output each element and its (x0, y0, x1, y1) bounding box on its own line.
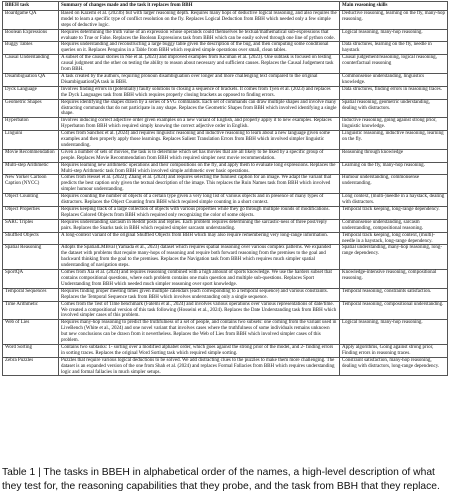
summary-cell: A task created by the authors, requiring pronoun disambiguation over longer and more challenging text compared to the original DisambiguationQA task in BBH. (59, 73, 340, 86)
table-row (3, 86, 448, 99)
skills-cell: Spatial understanding, many-hop reasoning, long-range dependency. (340, 245, 448, 270)
table-row (3, 42, 448, 55)
summary-cell: Requires many-hop reasoning to predict the truthfulness of a set of people, and contains two subsets: one coming from the variant used in LiveBench (White et al., 2024) and one novel variant that involves cases where the truthfulness of some individuals remains unknown but new conclusions can be drawn from it nevertheless. Replaces the Web of Lies from BBH which involved simpler cases of this problem. (59, 320, 340, 345)
task-name-cell: Word Sorting (3, 344, 59, 357)
table-row (3, 270, 448, 289)
task-name-cell: SportQA (3, 270, 59, 289)
summary-cell: Requires finding proper meeting times given multiple calendars (each corresponding to a temporal sequence) and various constraints. Replaces the Temporal Sequence task from BBH which involves understanding only a single sequence. (59, 288, 340, 301)
skills-cell: Long context, (multi-)needle in a haystack, dealing with distractors. (340, 194, 448, 207)
summary-cell: Comes from Sánchez et al. (2024) and requires linguistic reasoning and inductive reasoning to learn about a new language given some examples and then properly apply those learnings. Replaces Salient Translation Errors from BBH which involved simpler linguistic understanding. (59, 131, 340, 150)
skills-cell: Logical reasoning, many-hop reasoning. (340, 320, 448, 345)
task-name-cell: Temporal Sequences (3, 288, 59, 301)
skills-cell: Deductive reasoning, learning on the fly, many-hop reasoning. (340, 10, 448, 29)
summary-cell: Involves inducing correct adjective order given examples on a new variant of English, and properly apply it to new examples. Replaces Hyperbaton from BBH which required simply knowing the correct adjective order in English. (59, 118, 340, 131)
table-row (3, 162, 448, 175)
summary-cell: Adopts the SpatialLMBval (Yamada et al., 2023) dataset which requires spatial reasoning over various complex patterns. We expanded the dataset with problems that require many-hops of reasoning and require both forward reasoning from the premises to the goal and backward thinking from the goal to the premises. Replaces the Navigation task from BBH which requires much simpler spatial understanding of navigation steps. (59, 245, 340, 270)
table-row (3, 99, 448, 118)
header-skills: Main reasoning skills (340, 2, 448, 11)
skills-cell: Causal judgement/reasoning, logical reasoning, counterfactual reasoning (340, 55, 448, 74)
summary-cell: Requires keeping track of a large collection of objects with various properties while they go through multiple rounds of modifications. Replaces Colored Objects from BBH which required only recognizing the color of some objects. (59, 207, 340, 220)
table-row (3, 288, 448, 301)
summary-cell: Comes from the Test of Time benchmark (Fatemi et al., 2024) and involves various operations over various representations of date/time. We created a compositional version of this task following (Hosseini et al., 2024). Replaces the Date Understanding task from BBH which involved simpler cases of this problem. (59, 301, 340, 320)
skills-cell: Apply algorithms, Going against strong prior, Finding errors in reasoning traces. (340, 344, 448, 357)
task-name-cell: Object Counting (3, 194, 59, 207)
table-row (3, 245, 448, 270)
table-row (3, 357, 448, 376)
task-name-cell: Object Properties (3, 207, 59, 220)
table-row (3, 55, 448, 74)
table-row (3, 320, 448, 345)
task-name-cell: Geometric Shapes (3, 99, 59, 118)
summary-cell: A long-context variant of the original Shuffled Objects from BBH which may also require remembering very long-range information. (59, 232, 340, 245)
task-name-cell: Spatial Reasoning (3, 245, 59, 270)
table-row (3, 10, 448, 29)
summary-cell: Puzzles that require various logical deductions to be solved. We add distracting clues to the puzzles to make them more challenging. The dataset is an expanded version of the one from Shah et al. (2024) and replaces Formal Fallacies from BBH which requires understanding logic and formal fallacies in much simpler setups. (59, 357, 340, 376)
summary-cell: A subset of the causal stories in Nie et al. (2023) and improved examples from Kıcıman et al. (2023). One subtask is focused on testing causal judgment and the other on testing the ability to reason about necessary and sufficient causes. Replaces the Causal Judgement task from BBH. (59, 55, 340, 74)
table-row (3, 73, 448, 86)
table-body (3, 10, 448, 376)
table-row (3, 118, 448, 131)
table-row (3, 207, 448, 220)
table-row (3, 344, 448, 357)
task-name-cell: Web of Lies (3, 320, 59, 345)
task-name-cell: Zebra Puzzles (3, 357, 59, 376)
task-name-cell: Boolean Expressions (3, 29, 59, 42)
task-name-cell: SARC Triples (3, 219, 59, 232)
table-row (3, 301, 448, 320)
table-caption: Table 1 | The tasks in BBEH in alphabetical order of the names, a high-level description of what they test for, the reasoning capabilities that they probe, and the task from BBH that they replace. (2, 467, 440, 492)
skills-cell: Commonsense understanding, sarcasm understanding, compositional reasoning. (340, 219, 448, 232)
task-name-cell: Multi-step Arithmetic (3, 162, 59, 175)
summary-cell: Requires understanding and reconstructing a large buggy table given the description of the bug, and then computing some conditional queries on it. Replaces Penguins in a Table from BBH which required simple operations over small, clean tables. (59, 42, 340, 55)
skills-cell: Spatial reasoning, geometric understanding, dealing with distractors. (340, 99, 448, 118)
skills-cell: Knowledge-intensive reasoning, compositional reasoning. (340, 270, 448, 289)
task-name-cell: New Yorker Cartoon Caption (NYCC) (3, 175, 59, 194)
summary-cell: Requires determining the truth value of an expression whose operands could themselves be textual/mathematical sub-expressions that evaluate to True or False. Replaces the Boolean Expressions task from BBH which can be easily solved through one line of python code. (59, 29, 340, 42)
skills-cell: Temporal reasoning, compositional understanding. (340, 301, 448, 320)
task-name-cell: Linguini (3, 131, 59, 150)
task-table (2, 1, 448, 376)
header-task: BBEH task (3, 2, 59, 11)
skills-cell: Temporal reasoning, constraints satisfaction. (340, 288, 448, 301)
skills-cell: Temporal track keeping, long context, (multi)-needle in a haystack, long-range dependency. (340, 232, 448, 245)
table-row (3, 232, 448, 245)
skills-cell: Data structures, finding errors in reasoning traces. (340, 86, 448, 99)
skills-cell: Humour understanding, commonsense understanding. (340, 175, 448, 194)
skills-cell: Learning on the fly, many-hop reasoning. (340, 162, 448, 175)
table-row (3, 149, 448, 162)
task-name-cell: Dyck Language (3, 86, 59, 99)
skills-cell: Temporal track keeping, long-range dependency. (340, 207, 448, 220)
summary-cell: Requires counting the number of objects of a certain type given a very long list of various objects and in presence of many types of distractors. Replaces the Object Counting from BBH which required simple counting in a short context. (59, 194, 340, 207)
skills-cell: Inductive reasoning, going against strong prior, linguistic knowledge. (340, 118, 448, 131)
summary-cell: Involves finding errors in (potentially) faulty solutions to closing a sequence of brackets. It comes from Tyen et al. (2023) and replaces the Dyck Languages task from BBH which requires properly closing brackets as opposed to finding errors. (59, 86, 340, 99)
table-row (3, 219, 448, 232)
table-row (3, 29, 448, 42)
header-summary: Summary of changes made and the task it replaces from BBH (59, 2, 340, 11)
summary-cell: Requires understanding sarcasm in Reddit posts and replies. Each problem requires determining the sarcastic-ness of three post/reply pairs. Replaces the Snarks task in BBH which required simpler sarcasm understanding. (59, 219, 340, 232)
summary-cell: Based on Kazemi et al. (2023b) but with larger reasoning depth. Requires many hops of deductive logical reasoning, and also requires the model to learn a specific type of conflict resolution on the fly. Replaces Logical Deduction from BBH which needed only a few simple steps of deductive logic. (59, 10, 340, 29)
skills-cell: Constraint satisfaction, many-hop reasoning, dealing with distractors, long-range dependency. (340, 357, 448, 376)
summary-cell: Requires learning new arithmetic operations and their compositions on the fly, and apply them to evaluate long expressions. Replaces the Multi-step Arithmetic task from BBH which involved simple arithmetic over basic operations. (59, 162, 340, 175)
skills-cell: Logical reasoning, many-hop reasoning. (340, 29, 448, 42)
table-row (3, 131, 448, 150)
task-name-cell: Shuffled Objects (3, 232, 59, 245)
task-name-cell: Causal Understanding (3, 55, 59, 74)
task-name-cell: Disambiguation QA (3, 73, 59, 86)
task-name-cell: Time Arithmetic (3, 301, 59, 320)
task-name-cell: Movie Recommendation (3, 149, 59, 162)
task-name-cell: Boardgame QA (3, 10, 59, 29)
summary-cell: Requires identifying the shapes drawn by a series of SVG commands. Each set of commands can draw multiple shapes and involve many distracting commands that do not participate in any shape. Replaces the Geometric Shapes from BBH which involved identifying a single shape. (59, 99, 340, 118)
table-row (3, 194, 448, 207)
skills-cell: Commonsense understanding, linguistics knowledge. (340, 73, 448, 86)
skills-cell: Linguistic reasoning, inductive reasoning, learning on the fly. (340, 131, 448, 150)
summary-cell: Comes from Hessel et al. (2022); Zhang et al. (2024) and requires selecting the funniest caption for an image. We adapt the variant that predicts the best caption only given the textual description of the image. This replaces the Ruin Names task from BBH which involved simpler humour understanding. (59, 175, 340, 194)
summary-cell: Given a number of sets of movies, the task is to determine which set has movies that are all likely to be liked by a specific group of people. Replaces Movie Recommendation from BBH which required simpler next movie recommendation. (59, 149, 340, 162)
table-header-row (3, 2, 448, 11)
summary-cell: Comes from Xia et al. (2024) and requires reasoning combined with a high amount of sports knowledge. We use the harders subset that contains compositional questions, where each problem contains one main question and multiple sub-questions. Replaces Sport Understanding from BBH which needed much simpler reasoning over sport knowledge. (59, 270, 340, 289)
task-name-cell: Buggy Tables (3, 42, 59, 55)
skills-cell: Data structures, learning on the fly, needle in haystack (340, 42, 448, 55)
task-name-cell: Hyperbaton (3, 118, 59, 131)
summary-cell: Contains two subtasks: 1- sorting over a modified alphabet order, which goes against the strong prior of the model, and 2- finding errors in sorting traces. Replaces the original Word Sorting task which required simple sorting. (59, 344, 340, 357)
skills-cell: Reasoning through knowledge (340, 149, 448, 162)
table-row (3, 175, 448, 194)
